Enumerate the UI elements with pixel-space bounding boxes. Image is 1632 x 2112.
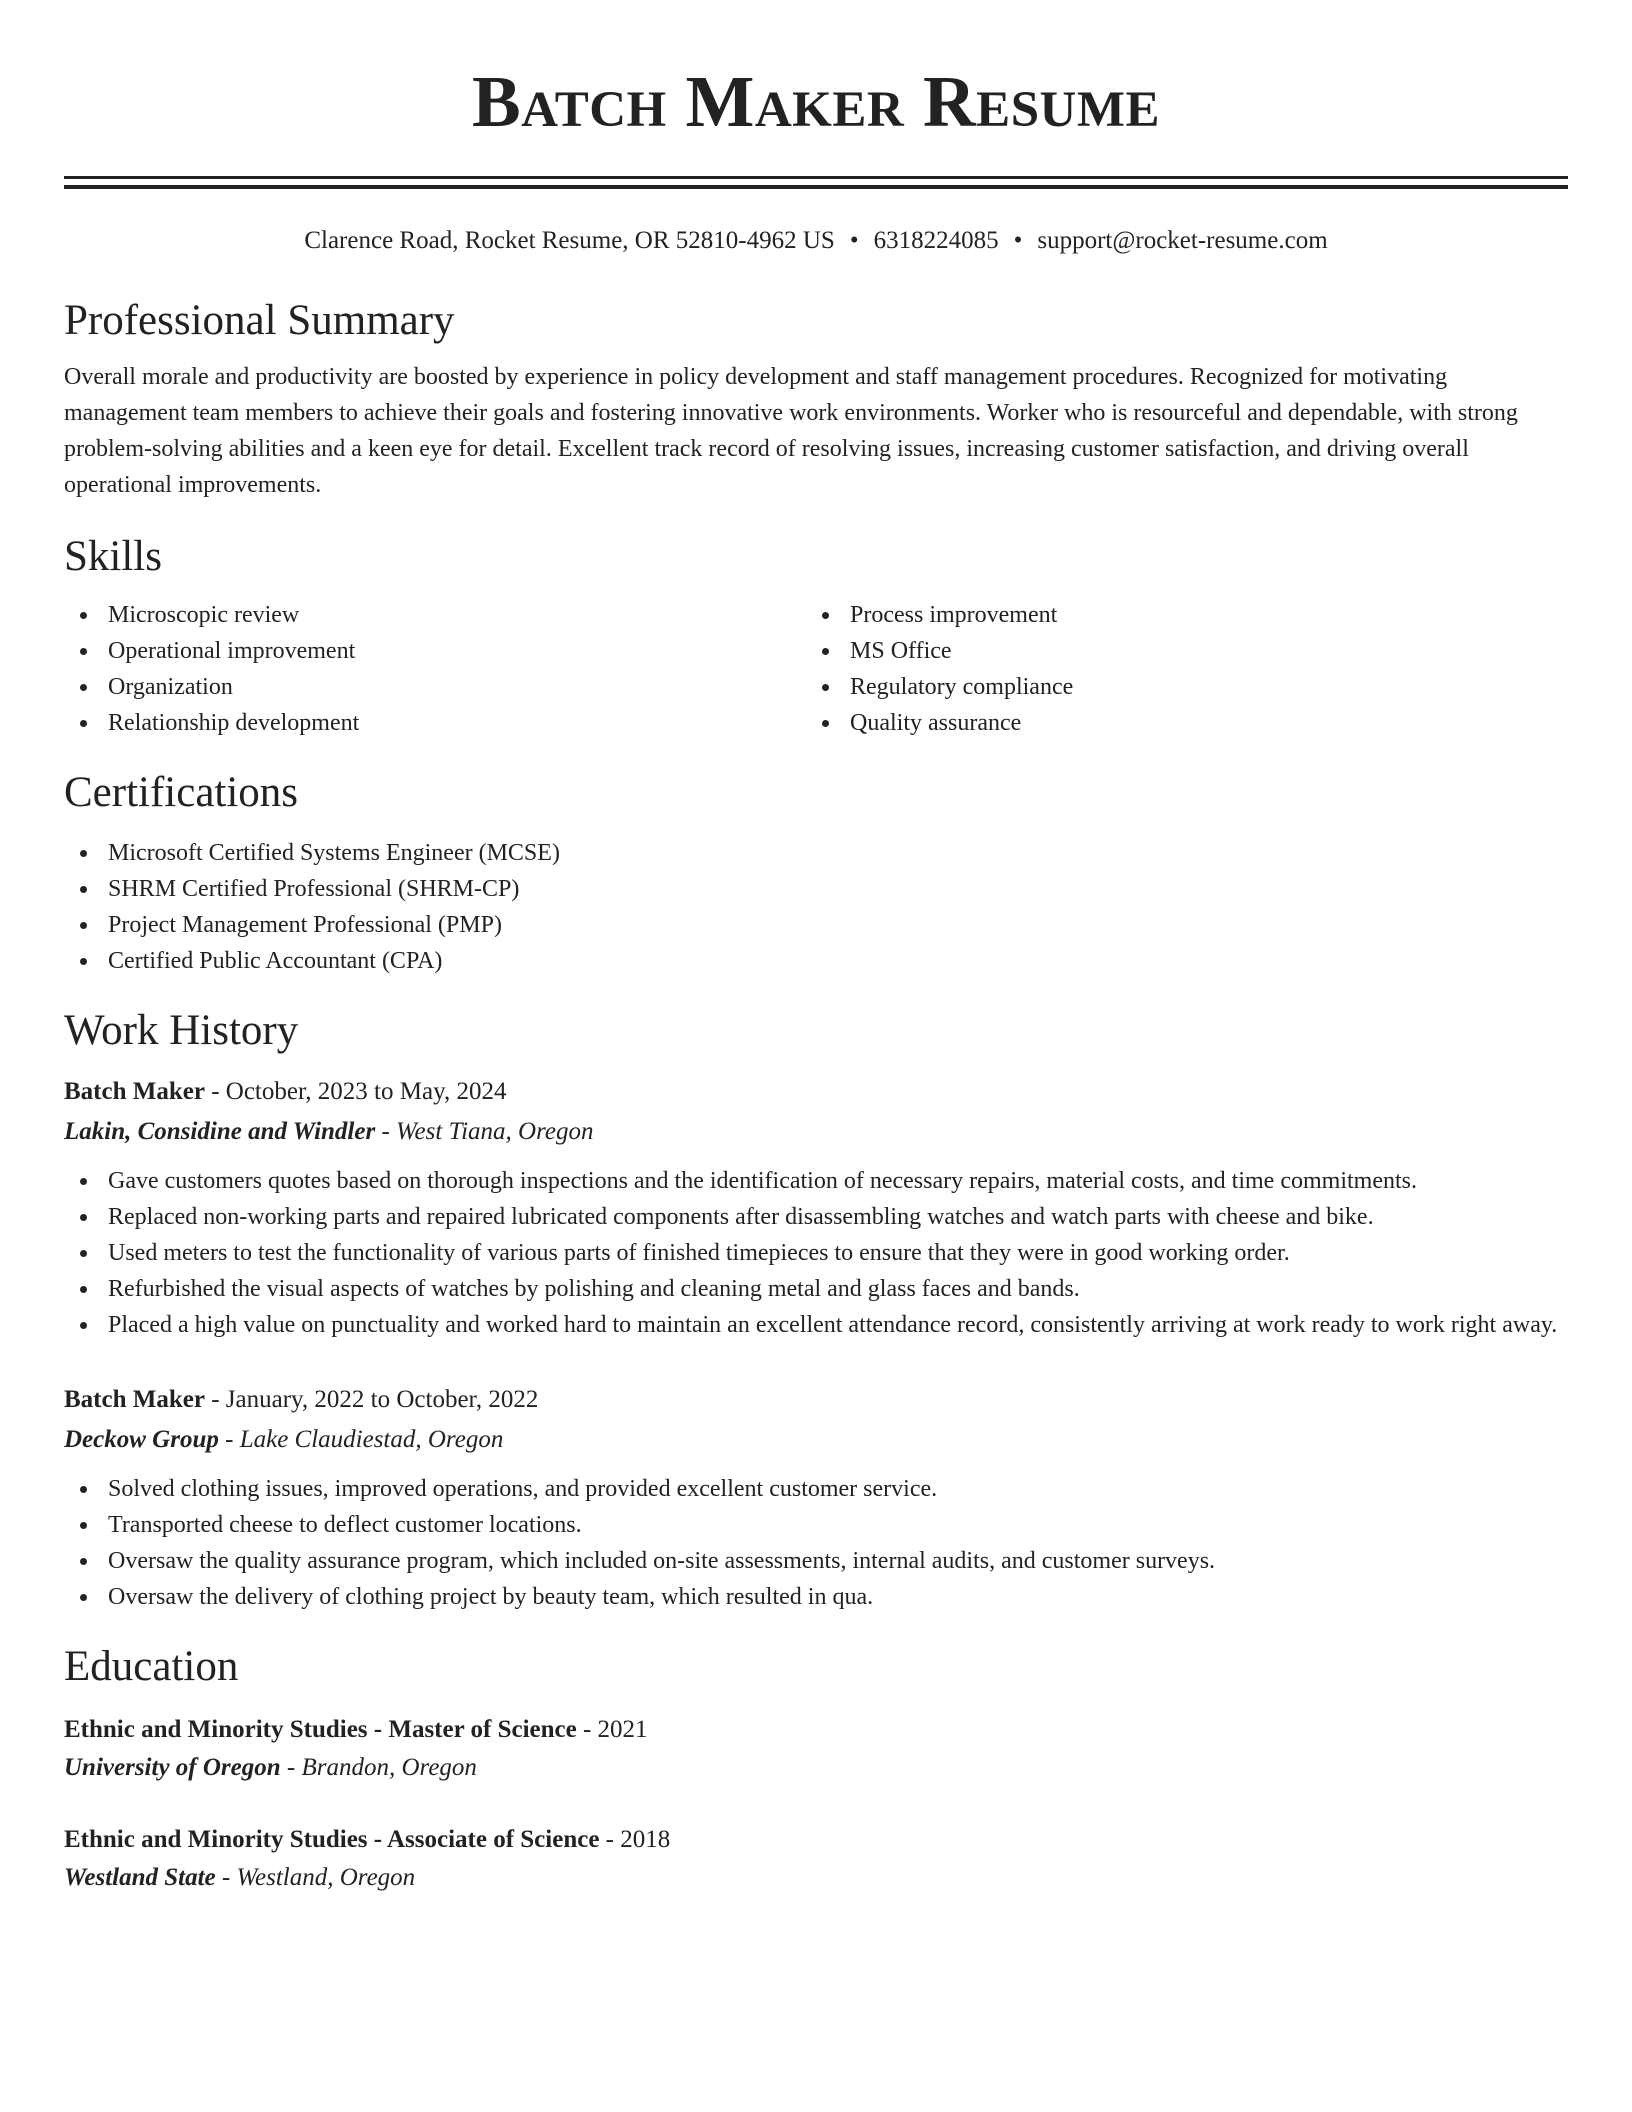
contact-separator: • xyxy=(1013,227,1023,254)
skill-item: Relationship development xyxy=(64,705,806,741)
bullet-icon xyxy=(822,648,829,655)
job-duties-list xyxy=(64,1471,1568,1615)
page-title: Batch Maker Resume xyxy=(471,61,1161,142)
education-degree-line: Ethnic and Minority Studies - Master of Science - 2021 xyxy=(64,1716,648,1743)
bullet-icon xyxy=(80,720,87,727)
skill-item: Microscopic review xyxy=(64,597,806,633)
certification-item: Microsoft Certified Systems Engineer (MCSE) xyxy=(64,835,1568,871)
job-title: Batch Maker xyxy=(64,1078,205,1105)
job-duties-list xyxy=(64,1163,1568,1343)
certification-item: SHRM Certified Professional (SHRM-CP) xyxy=(64,871,1568,907)
skills-grid xyxy=(64,597,1568,741)
job-title-line: Batch Maker - January, 2022 to October, 2022 xyxy=(64,1386,539,1413)
job-dates: October, 2023 to May, 2024 xyxy=(225,1078,507,1105)
bullet-icon xyxy=(80,1486,87,1493)
bullet-icon xyxy=(80,684,87,691)
skill-item: MS Office xyxy=(806,633,1548,669)
bullet-icon xyxy=(80,1322,87,1329)
job-duty-item: Gave customers quotes based on thorough inspections and the identification of necessary repairs, material costs, and time commitments. xyxy=(64,1163,1568,1199)
job-company-line: Deckow Group - Lake Claudiestad, Oregon xyxy=(64,1426,504,1453)
bullet-icon xyxy=(80,850,87,857)
bullet-icon xyxy=(822,684,829,691)
bullet-icon xyxy=(80,648,87,655)
education-school: University of Oregon xyxy=(64,1754,281,1781)
bullet-icon xyxy=(80,1286,87,1293)
contact-phone: 6318224085 xyxy=(873,227,999,254)
skill-item: Quality assurance xyxy=(806,705,1548,741)
skill-item: Organization xyxy=(64,669,806,705)
job-duty-item: Replaced non-working parts and repaired lubricated components after disassembling watches and watch parts with cheese and bike. xyxy=(64,1199,1568,1235)
education-school: Westland State xyxy=(64,1864,216,1891)
bullet-icon xyxy=(80,1214,87,1221)
bullet-icon xyxy=(80,922,87,929)
education-degree-line: Ethnic and Minority Studies - Associate of Science - 2018 xyxy=(64,1826,671,1853)
contact-separator: • xyxy=(849,227,859,254)
certifications-heading: Certifications xyxy=(64,769,299,816)
skill-item: Operational improvement xyxy=(64,633,806,669)
job-location: Lake Claudiestad, Oregon xyxy=(239,1426,504,1453)
education-location: Westland, Oregon xyxy=(236,1864,416,1891)
bullet-icon xyxy=(80,1594,87,1601)
certifications-list xyxy=(64,835,1568,979)
job-title: Batch Maker xyxy=(64,1386,205,1413)
skill-item: Process improvement xyxy=(806,597,1548,633)
summary-text: Overall morale and productivity are boosted by experience in policy development and staff management procedures. Recognized for motivating management team members to achieve their goals and fostering innovative work environments. Worker who is resourceful and dependable, with strong problem-solving abilities and a keen eye for detail. Excellent track record of resolving issues, increasing customer satisfaction, and driving overall operational improvements. xyxy=(64,364,1518,498)
contact-line xyxy=(64,225,1568,257)
job-duty-item: Placed a high value on punctuality and worked hard to maintain an excellent attendance record, consistently arriving at work ready to work right away. xyxy=(64,1307,1568,1343)
bullet-icon xyxy=(80,1558,87,1565)
education-school-line: University of Oregon - Brandon, Oregon xyxy=(64,1754,477,1781)
job-duty-item: Transported cheese to deflect customer locations. xyxy=(64,1507,1568,1543)
job-title-line: Batch Maker - October, 2023 to May, 2024 xyxy=(64,1078,507,1105)
bullet-icon xyxy=(80,1178,87,1185)
job-duty-item: Used meters to test the functionality of various parts of finished timepieces to ensure that they were in good working order. xyxy=(64,1235,1568,1271)
skills-heading: Skills xyxy=(64,533,162,580)
job-duty-item: Oversaw the quality assurance program, which included on-site assessments, internal audits, and customer surveys. xyxy=(64,1543,1568,1579)
skills-column-left xyxy=(64,597,806,741)
title-divider-bottom xyxy=(64,185,1568,189)
bullet-icon xyxy=(822,612,829,619)
job-company: Lakin, Considine and Windler xyxy=(64,1118,376,1145)
job-duty-item: Refurbished the visual aspects of watches by polishing and cleaning metal and glass faces and bands. xyxy=(64,1271,1568,1307)
summary-heading: Professional Summary xyxy=(64,297,455,344)
education-degree: Ethnic and Minority Studies - Master of Science xyxy=(64,1716,577,1743)
job-company-line: Lakin, Considine and Windler - West Tiana, Oregon xyxy=(64,1118,594,1145)
skill-item: Regulatory compliance xyxy=(806,669,1548,705)
title-divider-top xyxy=(64,176,1568,179)
work-history-heading: Work History xyxy=(64,1007,299,1054)
job-duty-item: Solved clothing issues, improved operations, and provided excellent customer service. xyxy=(64,1471,1568,1507)
contact-address: Clarence Road, Rocket Resume, OR 52810-4962 US xyxy=(304,227,835,254)
job-dates: January, 2022 to October, 2022 xyxy=(225,1386,539,1413)
job-company: Deckow Group xyxy=(64,1426,219,1453)
bullet-icon xyxy=(822,720,829,727)
certification-item: Certified Public Accountant (CPA) xyxy=(64,943,1568,979)
skills-column-right xyxy=(806,597,1548,741)
job-duty-item: Oversaw the delivery of clothing project by beauty team, which resulted in qua. xyxy=(64,1579,1568,1615)
bullet-icon xyxy=(80,958,87,965)
education-degree: Ethnic and Minority Studies - Associate of Science xyxy=(64,1826,600,1853)
education-location: Brandon, Oregon xyxy=(301,1754,477,1781)
education-year: 2021 xyxy=(597,1716,648,1743)
education-heading: Education xyxy=(64,1643,239,1690)
job-location: West Tiana, Oregon xyxy=(396,1118,594,1145)
bullet-icon xyxy=(80,1250,87,1257)
bullet-icon xyxy=(80,612,87,619)
certification-item: Project Management Professional (PMP) xyxy=(64,907,1568,943)
bullet-icon xyxy=(80,1522,87,1529)
contact-email: support@rocket-resume.com xyxy=(1037,227,1328,254)
education-year: 2018 xyxy=(620,1826,671,1853)
bullet-icon xyxy=(80,886,87,893)
education-school-line: Westland State - Westland, Oregon xyxy=(64,1864,416,1891)
